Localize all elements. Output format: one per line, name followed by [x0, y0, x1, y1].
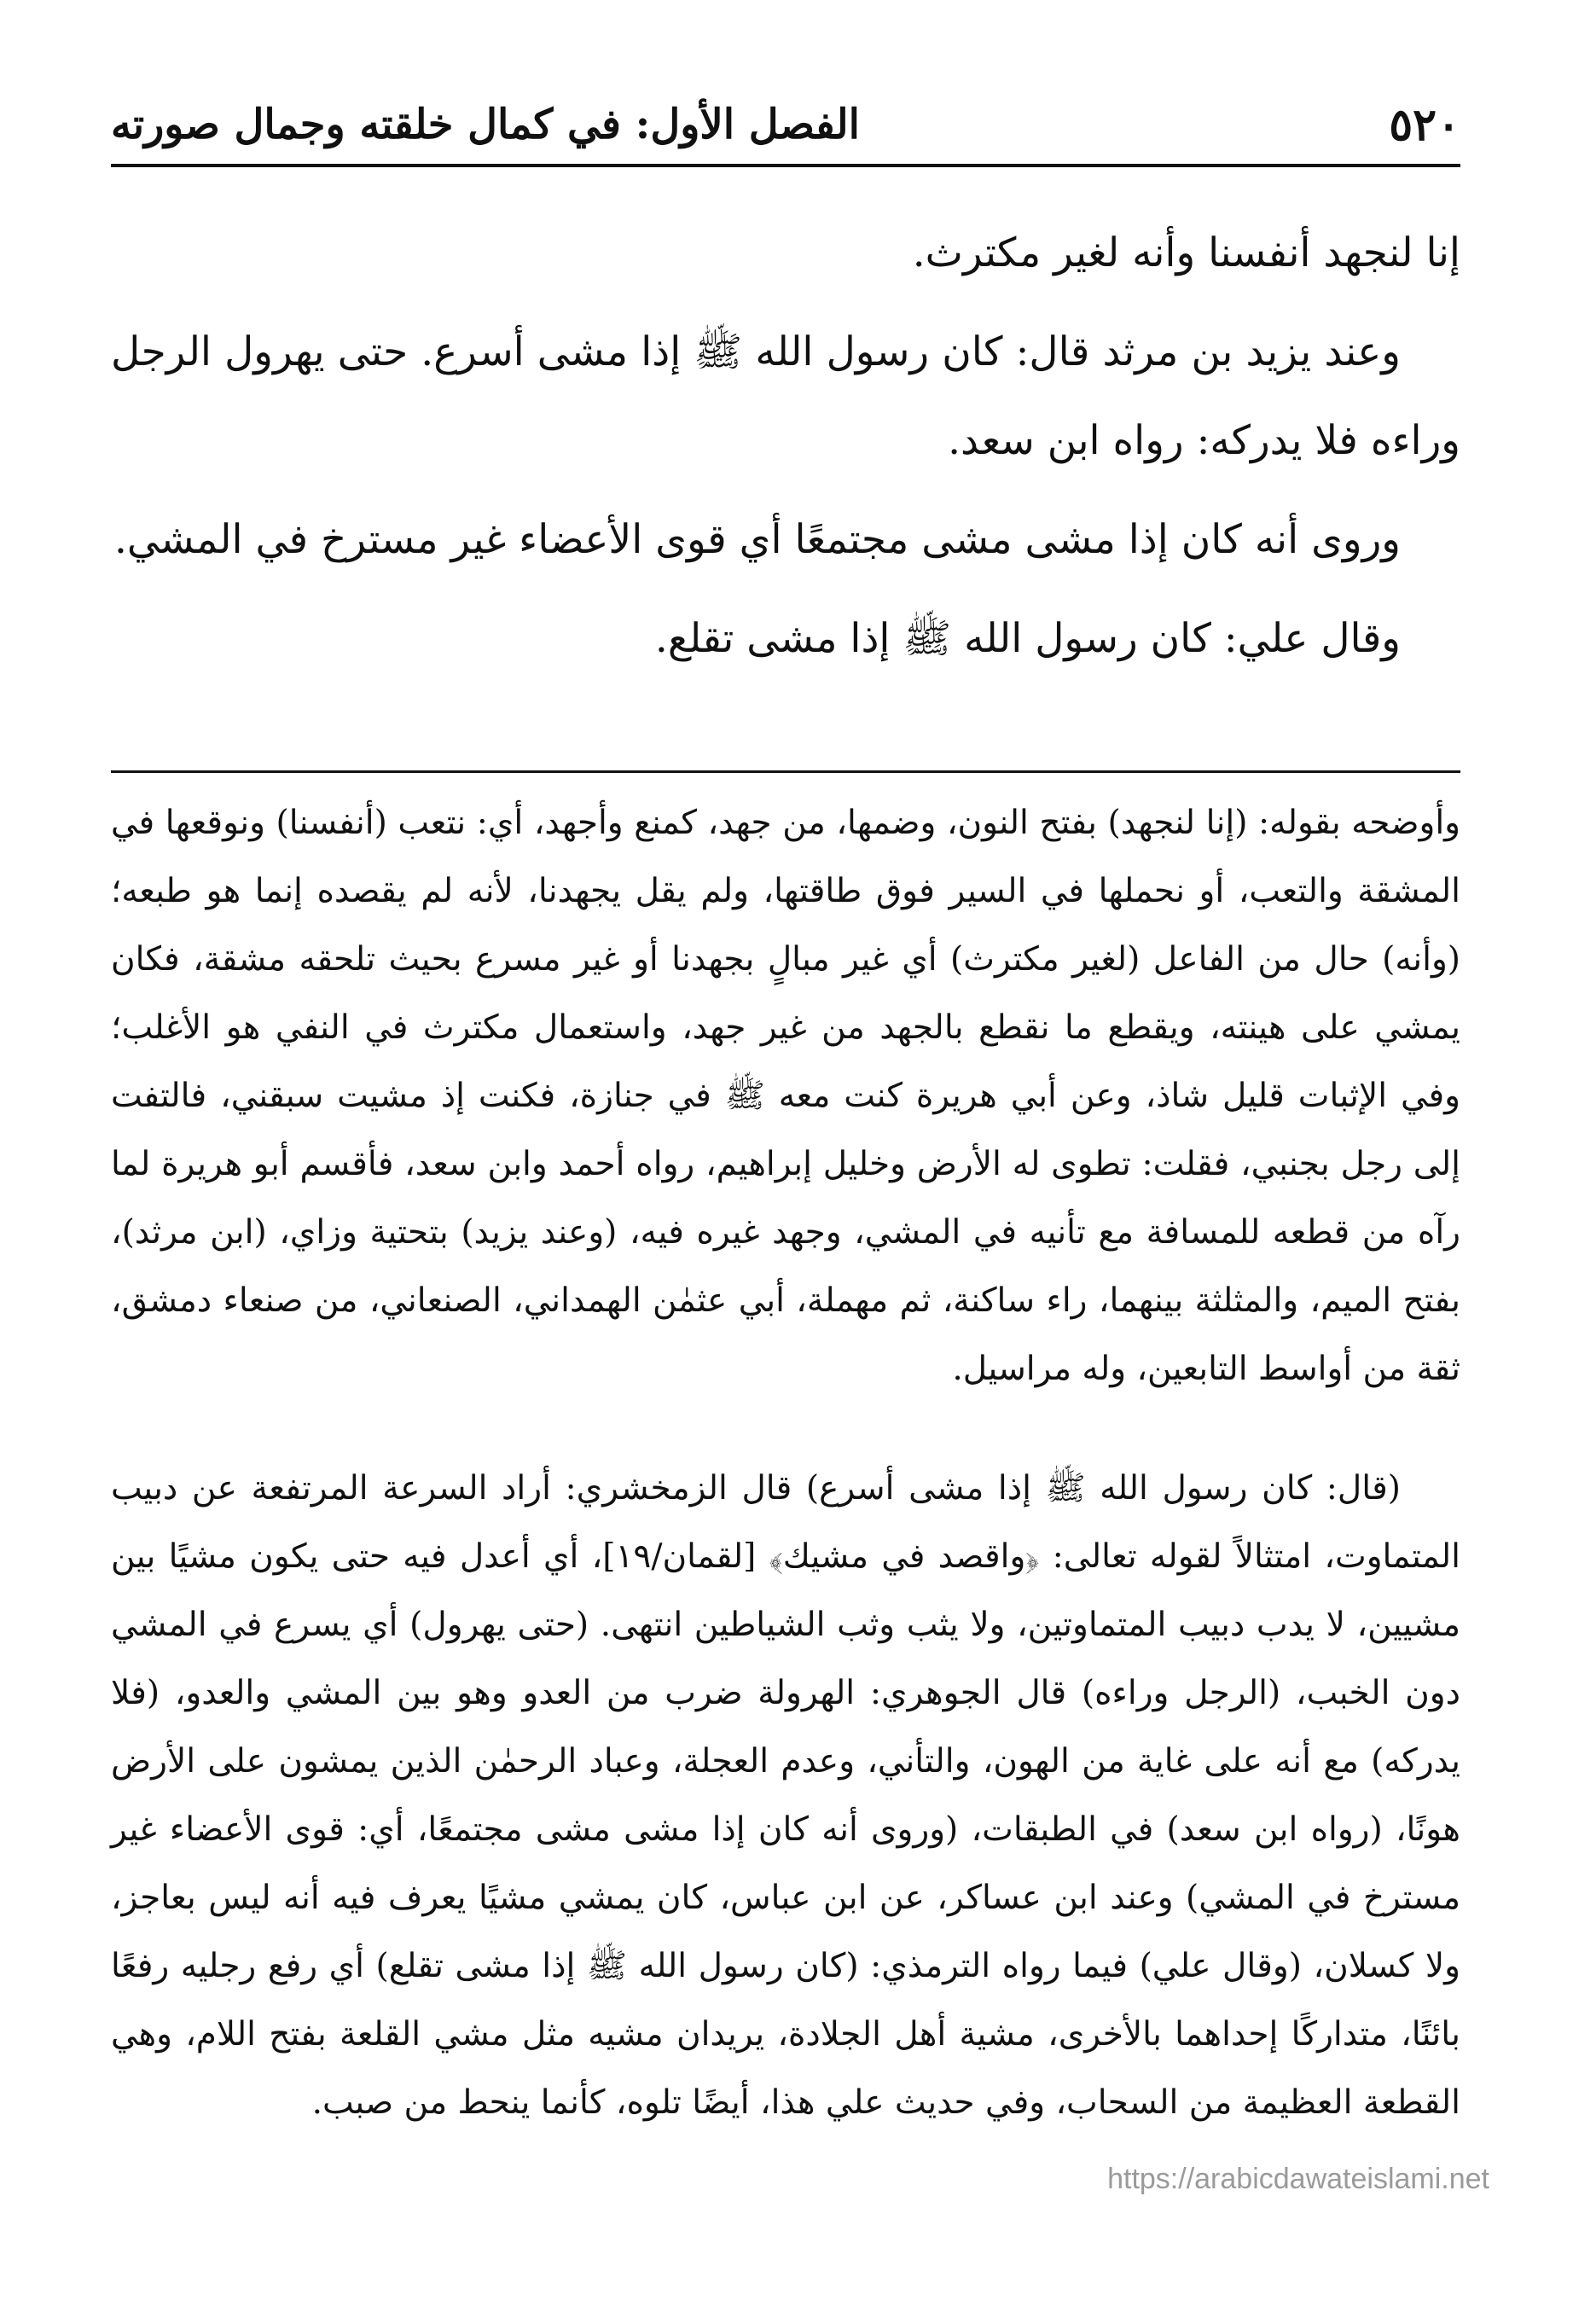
main-text-paragraph: وروى أنه كان إذا مشى مشى مجتمعًا أي قوى الأعضاء غير مسترخ في المشي. [113, 516, 1401, 563]
commentary-text [111, 789, 1460, 2137]
main-text-paragraph: وقال علي: كان رسول الله ﷺ إذا مشى تقلع. [654, 615, 1401, 662]
main-text [111, 209, 1460, 694]
page-header [111, 85, 1460, 167]
main-text-paragraph: وعند يزيد بن مرثد قال: كان رسول الله ﷺ إذا مشى أسرع. حتى يهرول الرجل وراءه فلا يدركه: رواه ابن سعد. [111, 328, 1460, 464]
watermark: https://arabicdawateislami.net [1107, 2163, 1489, 2195]
commentary-paragraph: وأوضحه بقوله: (إنا لنجهد) بفتح النون، وضمها، من جهد، كمنع وأجهد، أي: نتعب (أنفسنا) ونوقعها في المشقة والتعب، أو نحملها في السير فوق طاقتها، ولم يقل يجهدنا، لأنه لم يقصده إنما هو طبعه؛ (وأنه) حال من الفاعل (لغير مكترث) أي غير مبالٍ بجهدنا أو غير مسرع بحيث تلحقه مشقة، فكان يمشي على هينته، ويقطع ما نقطع بالجهد من غير جهد، واستعمال مكترث في النفي هو الأغلب؛ وفي الإثبات قليل شاذ، وعن أبي هريرة كنت معه ﷺ في جنازة، فكنت إذ مشيت سبقني، فالتفت إلى رجل بجنبي، فقلت: تطوى له الأرض وخليل إبراهيم، رواه أحمد وابن سعد، فأقسم أبو هريرة لما رآه من قطعه للمسافة مع تأنيه في المشي، وجهد غيره فيه، (وعند يزيد) بتحتية وزاي، (ابن مرثد)، بفتح الميم، والمثلثة بينهما، راء ساكنة، ثم مهملة، أبي عثمٰن الهمداني، الصنعاني، من صنعاء دمشق، ثقة من أواسط التابعين، وله مراسيل. [111, 804, 1460, 1388]
commentary-paragraph: (قال: كان رسول الله ﷺ إذا مشى أسرع) قال الزمخشري: أراد السرعة المرتفعة عن دبيب المتماوت، امتثالاً لقوله تعالى: ﴿واقصد في مشيك﴾ [لقمان/١٩]، أي أعدل فيه حتى يكون مشيًا بين مشيين، لا يدب دبيب المتماوتين، ولا يثب وثب الشياطين انتهى. (حتى يهرول) أي يسرع في المشي دون الخبب، (الرجل وراءه) قال الجوهري: الهرولة ضرب من العدو وهو بين المشي والعدو، (فلا يدركه) مع أنه على غاية من الهون، والتأني، وعدم العجلة، وعباد الرحمٰن الذين يمشون على الأرض هونًا، (رواه ابن سعد) في الطبقات، (وروى أنه كان إذا مشى مشى مجتمعًا، أي: قوى الأعضاء غير مسترخ في المشي) وعند ابن عساكر، عن ابن عباس، كان يمشي مشيًا يعرف فيه أنه ليس بعاجز، ولا كسلان، (وقال علي) فيما رواه الترمذي: (كان رسول الله ﷺ إذا مشى تقلع) أي رفع رجليه رفعًا بائنًا، متداركًا إحداهما بالأخرى، مشية أهل الجلادة، يريدان مشيه مثل مشي القلعة بفتح اللام، وهي القطعة العظيمة من السحاب، وفي حديث علي هذا، أيضًا تلوه، كأنما ينحط من صبب. [111, 1469, 1460, 2122]
page-number: ٥٢٠ [1389, 98, 1460, 151]
section-divider [111, 770, 1460, 773]
main-text-paragraph: إنا لنجهد أنفسنا وأنه لغير مكترث. [912, 229, 1460, 276]
chapter-title: الفصل الأول: في كمال خلقته وجمال صورته [111, 101, 861, 148]
